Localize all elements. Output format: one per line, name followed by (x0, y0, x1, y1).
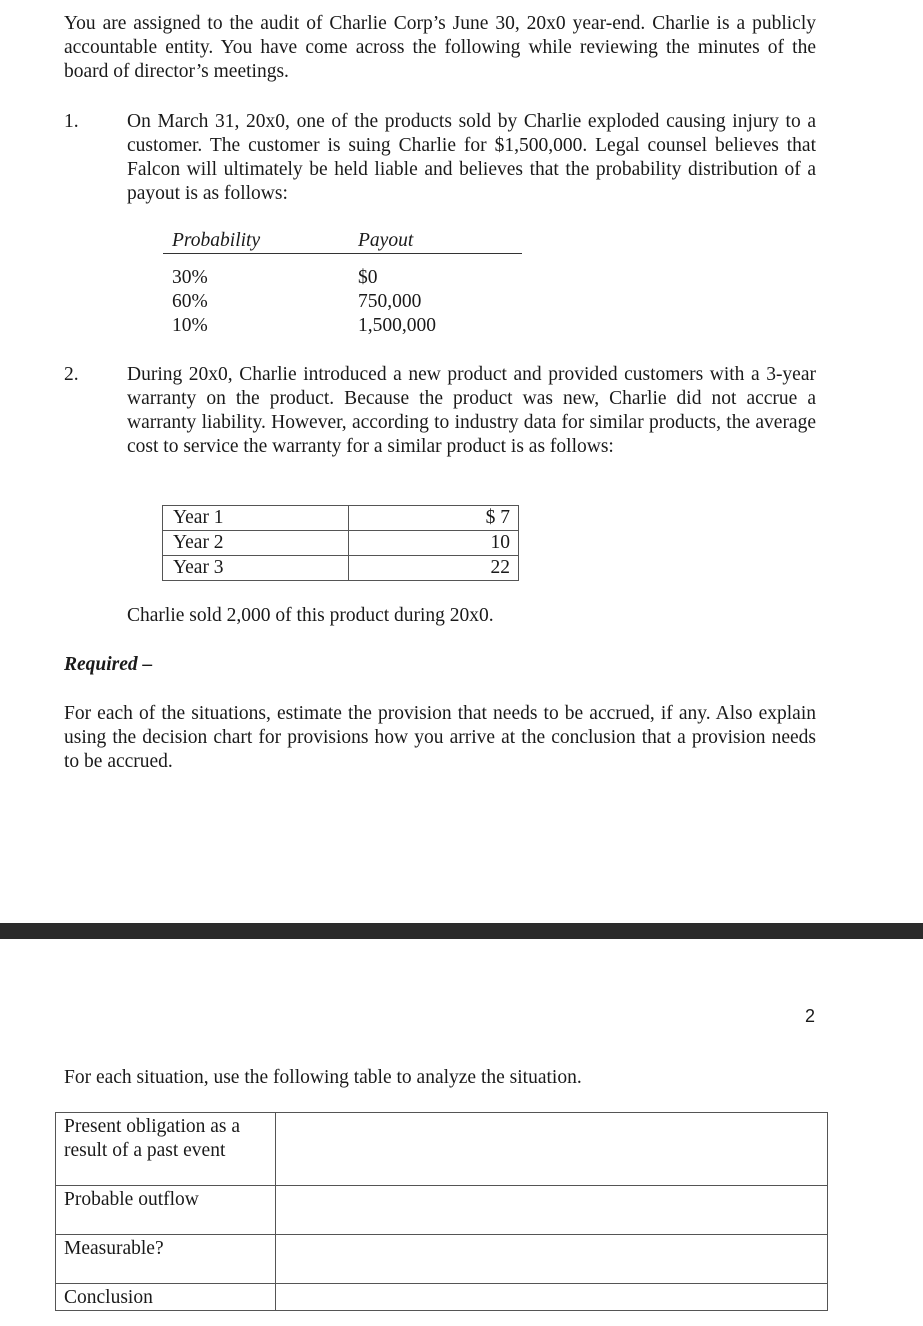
table-row (163, 531, 519, 556)
criterion-label: Measurable? (56, 1235, 276, 1284)
table-row (56, 1284, 828, 1311)
header-rule (163, 253, 522, 254)
payout-cell: 750,000 (358, 291, 422, 312)
situation-2-text: During 20x0, Charlie introduced a new product and provided customers with a 3-year warranty on the product. Because the product was new, Charlie did not accrue a warranty liability. However, according to industry data for similar products, the average cost to service the warranty for a similar product is as follows: (127, 364, 816, 457)
page-number: 2 (805, 1006, 816, 1026)
payout-header: Payout (358, 230, 414, 251)
page-break-bar (0, 923, 923, 939)
table-row (56, 1186, 828, 1235)
table-row (56, 1235, 828, 1284)
answer-cell[interactable] (276, 1113, 828, 1186)
year-label: Year 2 (163, 531, 349, 556)
warranty-cost-table (162, 505, 519, 581)
situation-1-text: On March 31, 20x0, one of the products sold by Charlie exploded causing injury to a customer. The customer is suing Charlie for $1,500,000. Legal counsel believes that Falcon will ultimately be held liable and believes that the probability distribution of a payout is as follows: (127, 111, 816, 204)
probability-header: Probability (172, 230, 261, 251)
cost-value: $ 7 (349, 506, 519, 531)
analysis-intro: For each situation, use the following table to analyze the situation. (64, 1067, 582, 1088)
payout-cell: 1,500,000 (358, 315, 436, 336)
payout-cell: $0 (358, 267, 378, 288)
probability-cell: 10% (172, 315, 208, 336)
answer-cell[interactable] (276, 1235, 828, 1284)
criterion-label: Probable outflow (56, 1186, 276, 1235)
criterion-label: Present obligation as a result of a past event (56, 1113, 276, 1186)
criterion-label: Conclusion (56, 1284, 276, 1311)
answer-cell[interactable] (276, 1186, 828, 1235)
intro-paragraph: You are assigned to the audit of Charlie Corp’s June 30, 20x0 year-end. Charlie is a publicly accountable entity. You have come across the following while reviewing the minutes of the board of director’s meetings. (64, 13, 816, 82)
year-label: Year 3 (163, 556, 349, 581)
answer-cell[interactable] (276, 1284, 828, 1311)
table-row (56, 1113, 828, 1186)
year-label: Year 1 (163, 506, 349, 531)
item-number: 1. (64, 111, 79, 132)
units-sold-note: Charlie sold 2,000 of this product during 20x0. (127, 605, 494, 626)
cost-value: 10 (349, 531, 519, 556)
required-heading: Required – (64, 654, 153, 675)
item-number: 2. (64, 364, 79, 385)
table-row (163, 556, 519, 581)
table-row (163, 506, 519, 531)
probability-cell: 30% (172, 267, 208, 288)
probability-cell: 60% (172, 291, 208, 312)
analysis-table (55, 1112, 828, 1311)
required-text: For each of the situations, estimate the provision that needs to be accrued, if any. Also explain using the decision chart for provisions how you arrive at the conclusion that a provision needs to be accrued. (64, 703, 816, 772)
cost-value: 22 (349, 556, 519, 581)
